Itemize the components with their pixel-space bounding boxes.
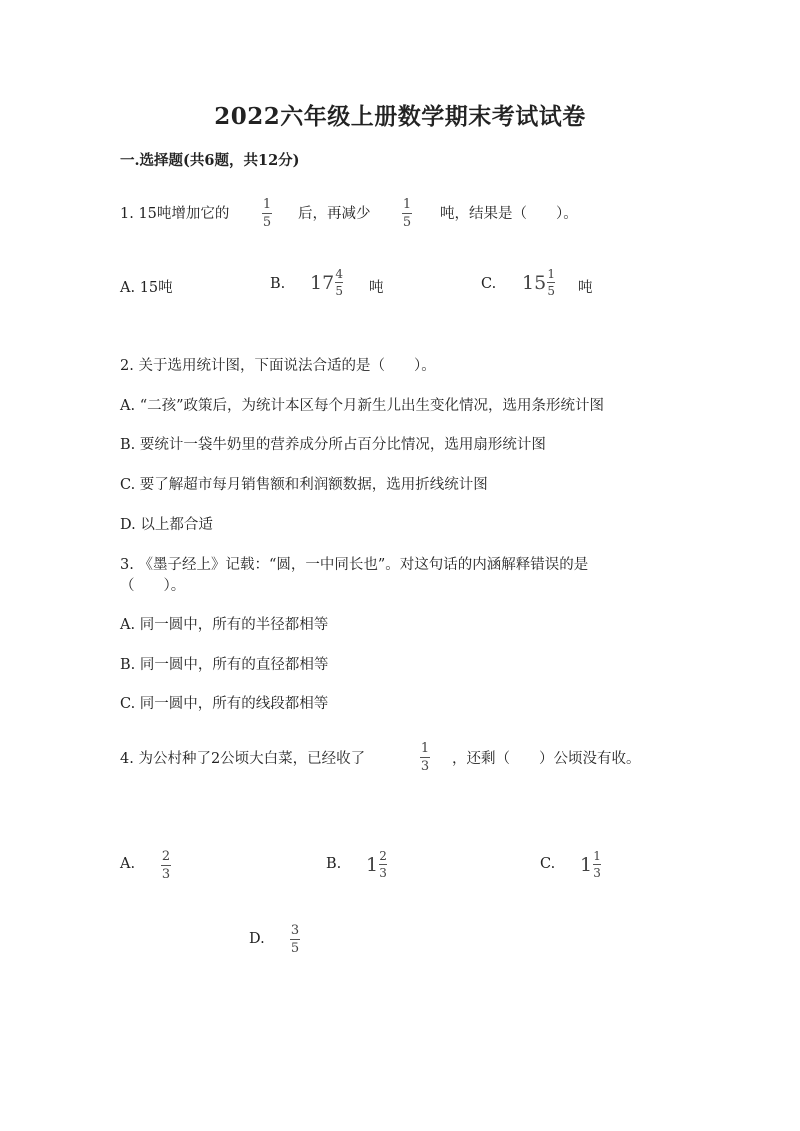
q4-option-a-value	[161, 850, 171, 881]
q1-opt-b-whole: 17	[310, 271, 335, 294]
q2-option-c: C. 要了解超市每月销售额和利润额数据，选用折线统计图	[120, 477, 488, 493]
q1-stem-part3: 吨，结果是（ ）。	[440, 206, 578, 222]
q1-option-a: A. 15吨	[120, 280, 173, 296]
q3-option-c: C. 同一圆中，所有的线段都相等	[120, 696, 329, 712]
q4-opt-c-whole: 1	[580, 853, 593, 876]
section-header: 一.选择题(共6题，共12分)	[120, 152, 300, 169]
q1-option-c-label: C.	[481, 276, 497, 292]
q4-stem-part1: 4. 为公村种了2公顷大白菜，已经收了	[120, 751, 366, 767]
q4-opt-c-denominator: 3	[593, 866, 601, 880]
q4-option-b-value	[366, 850, 387, 879]
q4-opt-b-fraction	[379, 850, 387, 879]
q3-option-b: B. 同一圆中，所有的直径都相等	[120, 657, 329, 673]
q4-frac-denominator: 3	[420, 759, 430, 774]
q1-option-b-unit: 吨	[369, 280, 384, 296]
q4-opt-d-denominator: 5	[290, 941, 300, 956]
q1-opt-b-denominator: 5	[335, 284, 343, 298]
q4-opt-c-numerator: 1	[593, 849, 601, 863]
q4-opt-a-denominator: 3	[161, 867, 171, 882]
q4-opt-d-numerator: 3	[290, 923, 300, 938]
q4-opt-c-fraction	[593, 850, 601, 879]
q4-option-b-label: B.	[326, 856, 342, 872]
q4-opt-a-numerator: 2	[161, 849, 171, 864]
page-title: 2022六年级上册数学期末考试试卷	[214, 103, 586, 130]
q2-option-b: B. 要统计一袋牛奶里的营养成分所占百分比情况，选用扇形统计图	[120, 437, 546, 453]
q1-frac2-numerator: 1	[402, 197, 412, 212]
q2-stem: 2. 关于选用统计图，下面说法合适的是（ ）。	[120, 358, 436, 374]
q1-opt-c-numerator: 1	[547, 267, 555, 281]
q2-option-a: A. “二孩”政策后，为统计本区每个月新生儿出生变化情况，选用条形统计图	[120, 398, 605, 414]
q1-opt-c-fraction	[547, 268, 555, 297]
q4-stem-part2: ，还剩（ ）公顷没有收。	[452, 751, 641, 767]
q1-frac2-denominator: 5	[402, 215, 412, 230]
q1-frac1-numerator: 1	[262, 197, 272, 212]
q1-option-c-unit: 吨	[578, 280, 593, 296]
q1-stem-part1: 1. 15吨增加它的	[120, 206, 230, 222]
q1-opt-b-fraction	[335, 268, 343, 297]
q4-option-a-label: A.	[120, 856, 136, 872]
q4-option-d-value	[290, 924, 300, 955]
q1-option-c-value	[522, 268, 555, 297]
q1-frac1-denominator: 5	[262, 215, 272, 230]
q4-option-c-label: C.	[540, 856, 556, 872]
q1-stem-part2: 后，再减少	[298, 206, 371, 222]
q4-fraction	[420, 742, 430, 773]
q2-option-d: D. 以上都合适	[120, 517, 213, 533]
q1-fraction-2	[402, 198, 412, 229]
q3-stem-line1: 3. 《墨子经上》记载：“圆，一中同长也”。对这句话的内涵解释错误的是	[120, 557, 589, 573]
q3-option-a: A. 同一圆中，所有的半径都相等	[120, 617, 329, 633]
q4-frac-numerator: 1	[420, 741, 430, 756]
q1-opt-c-denominator: 5	[547, 284, 555, 298]
q4-opt-b-numerator: 2	[379, 849, 387, 863]
q4-option-d-label: D.	[249, 931, 265, 947]
q1-opt-c-whole: 15	[522, 271, 547, 294]
q1-opt-b-numerator: 4	[335, 267, 343, 281]
q1-option-b-value	[310, 268, 343, 297]
q4-option-c-value	[580, 850, 601, 879]
q1-option-b-label: B.	[270, 276, 286, 292]
q1-fraction-1	[262, 198, 272, 229]
q4-opt-b-whole: 1	[366, 853, 379, 876]
q3-stem-line2: （ ）。	[120, 578, 186, 594]
q4-opt-b-denominator: 3	[379, 866, 387, 880]
